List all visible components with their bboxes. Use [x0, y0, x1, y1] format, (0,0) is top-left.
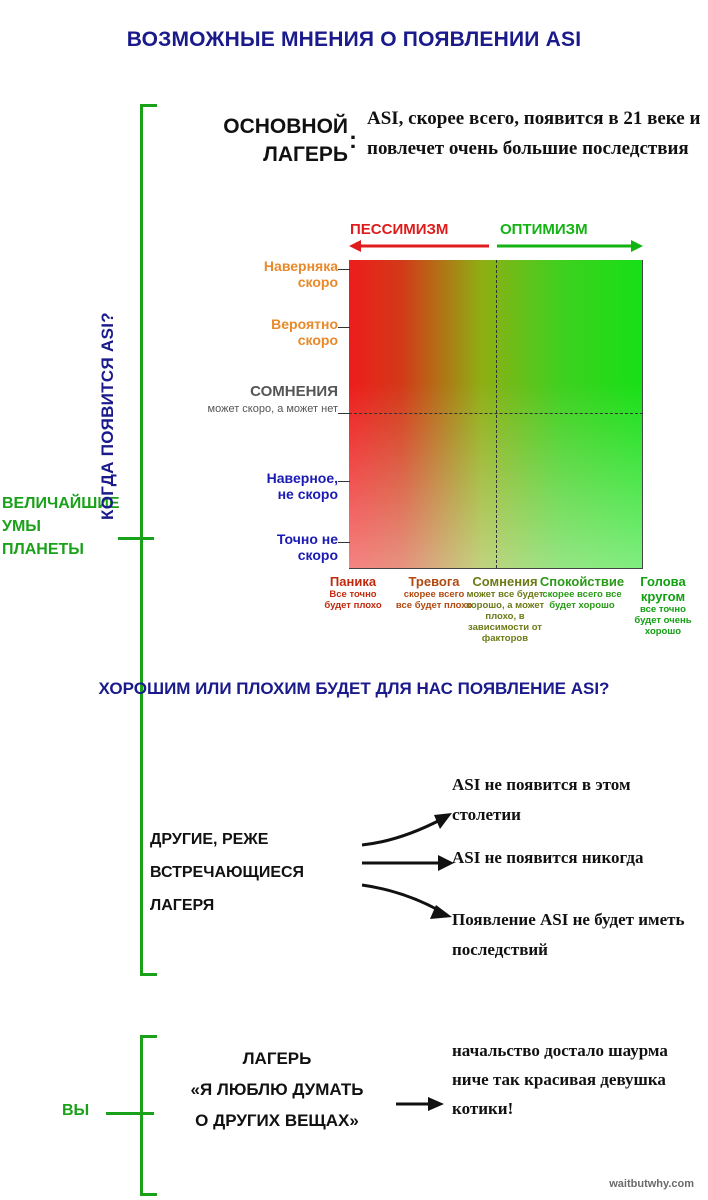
- x-tick-label-1: Тревога скорее всего все будет плохо: [395, 574, 473, 611]
- main-camp-label: [176, 113, 348, 169]
- main-camp-label-line1: ОСНОВНОЙ: [223, 115, 348, 138]
- y-tick-mark-1: [338, 327, 350, 328]
- y-tick-label-1: Вероятно скоро: [271, 316, 338, 348]
- x-tick-label-3: Спокойствие скорее всего все будет хорошо: [539, 574, 625, 611]
- main-camp-statement: ASI, скорее всего, появится в 21 веке и повлечет очень большие последствия: [367, 108, 701, 159]
- other-camp-item-1: ASI не появится никогда: [452, 848, 644, 867]
- x-tick-label-0: Паника Все точно будет плохо: [324, 574, 382, 611]
- y-tick-label-2-sub: может скоро, а может нет: [207, 403, 338, 415]
- other-camp-item-2: Появление ASI не будет иметь последствий: [452, 910, 685, 959]
- pessimism-arrow-icon: [349, 240, 489, 252]
- optimism-label: ОПТИМИЗМ: [500, 221, 588, 238]
- optimism-arrow-icon: [497, 240, 643, 252]
- y-tick-label-2: СОМНЕНИЯ: [250, 383, 338, 400]
- x-tick-label-4: Голова кругом все точно будет очень хорошо: [634, 574, 692, 637]
- bracket-you-camp-tick: [106, 1112, 154, 1115]
- y-tick-label-3: Наверное, не скоро: [266, 470, 338, 502]
- other-camps-arrows-icon: [360, 775, 460, 935]
- bracket-you-camp: [140, 1035, 157, 1196]
- other-camps-label: ДРУГИЕ, РЕЖЕ ВСТРЕЧАЮЩИЕСЯ ЛАГЕРЯ: [150, 831, 305, 914]
- plot-vertical-gridline: [496, 260, 497, 568]
- plot-bottom-border: [349, 568, 643, 569]
- great-minds-label: ВЕЛИЧАЙШИЕ УМЫ ПЛАНЕТЫ: [2, 495, 120, 558]
- other-camp-item-0: ASI не появится в этом столетии: [452, 775, 631, 824]
- credit-label: waitbutwhy.com: [609, 1178, 694, 1190]
- y-tick-mark-4: [338, 542, 350, 543]
- plot-right-border: [642, 260, 643, 568]
- y-tick-label-0: Наверняка скоро: [263, 258, 338, 290]
- x-tick-label-2: Сомнения может все будет хорошо, а может плохо, в зависимости от факторов: [465, 574, 545, 644]
- plot-horizontal-gridline: [349, 413, 643, 414]
- main-camp-colon: :: [349, 127, 357, 154]
- pessimism-label: ПЕССИМИЗМ: [350, 221, 449, 238]
- y-tick-mark-2: [338, 413, 350, 414]
- y-tick-mark-0: [338, 269, 350, 270]
- chart-question: ХОРОШИМ ИЛИ ПЛОХИМ БУДЕТ ДЛЯ НАС ПОЯВЛЕНИЕ ASI?: [98, 679, 610, 698]
- y-axis-title: КОГДА ПОЯВИТСЯ ASI?: [98, 312, 117, 520]
- you-label: ВЫ: [62, 1102, 90, 1119]
- y-tick-label-4: Точно не скоро: [276, 531, 338, 563]
- main-camp-label-line2: ЛАГЕРЬ: [263, 143, 348, 166]
- you-camp-label-line2: «Я ЛЮБЛЮ ДУМАТЬ: [190, 1080, 364, 1099]
- bracket-main-camp-tick: [118, 537, 154, 540]
- you-camp-label: [168, 1043, 386, 1136]
- y-tick-mark-3: [338, 481, 350, 482]
- you-camp-label-line1: ЛАГЕРЬ: [242, 1049, 312, 1068]
- you-camp-thoughts: начальство достало шаурма ниче так красивая девушка котики!: [452, 1041, 668, 1118]
- you-camp-label-line3: О ДРУГИХ ВЕЩАХ»: [195, 1111, 359, 1130]
- page-title: ВОЗМОЖНЫЕ МНЕНИЯ О ПОЯВЛЕНИИ ASI: [126, 28, 582, 51]
- you-camp-arrow-icon: [396, 1095, 444, 1113]
